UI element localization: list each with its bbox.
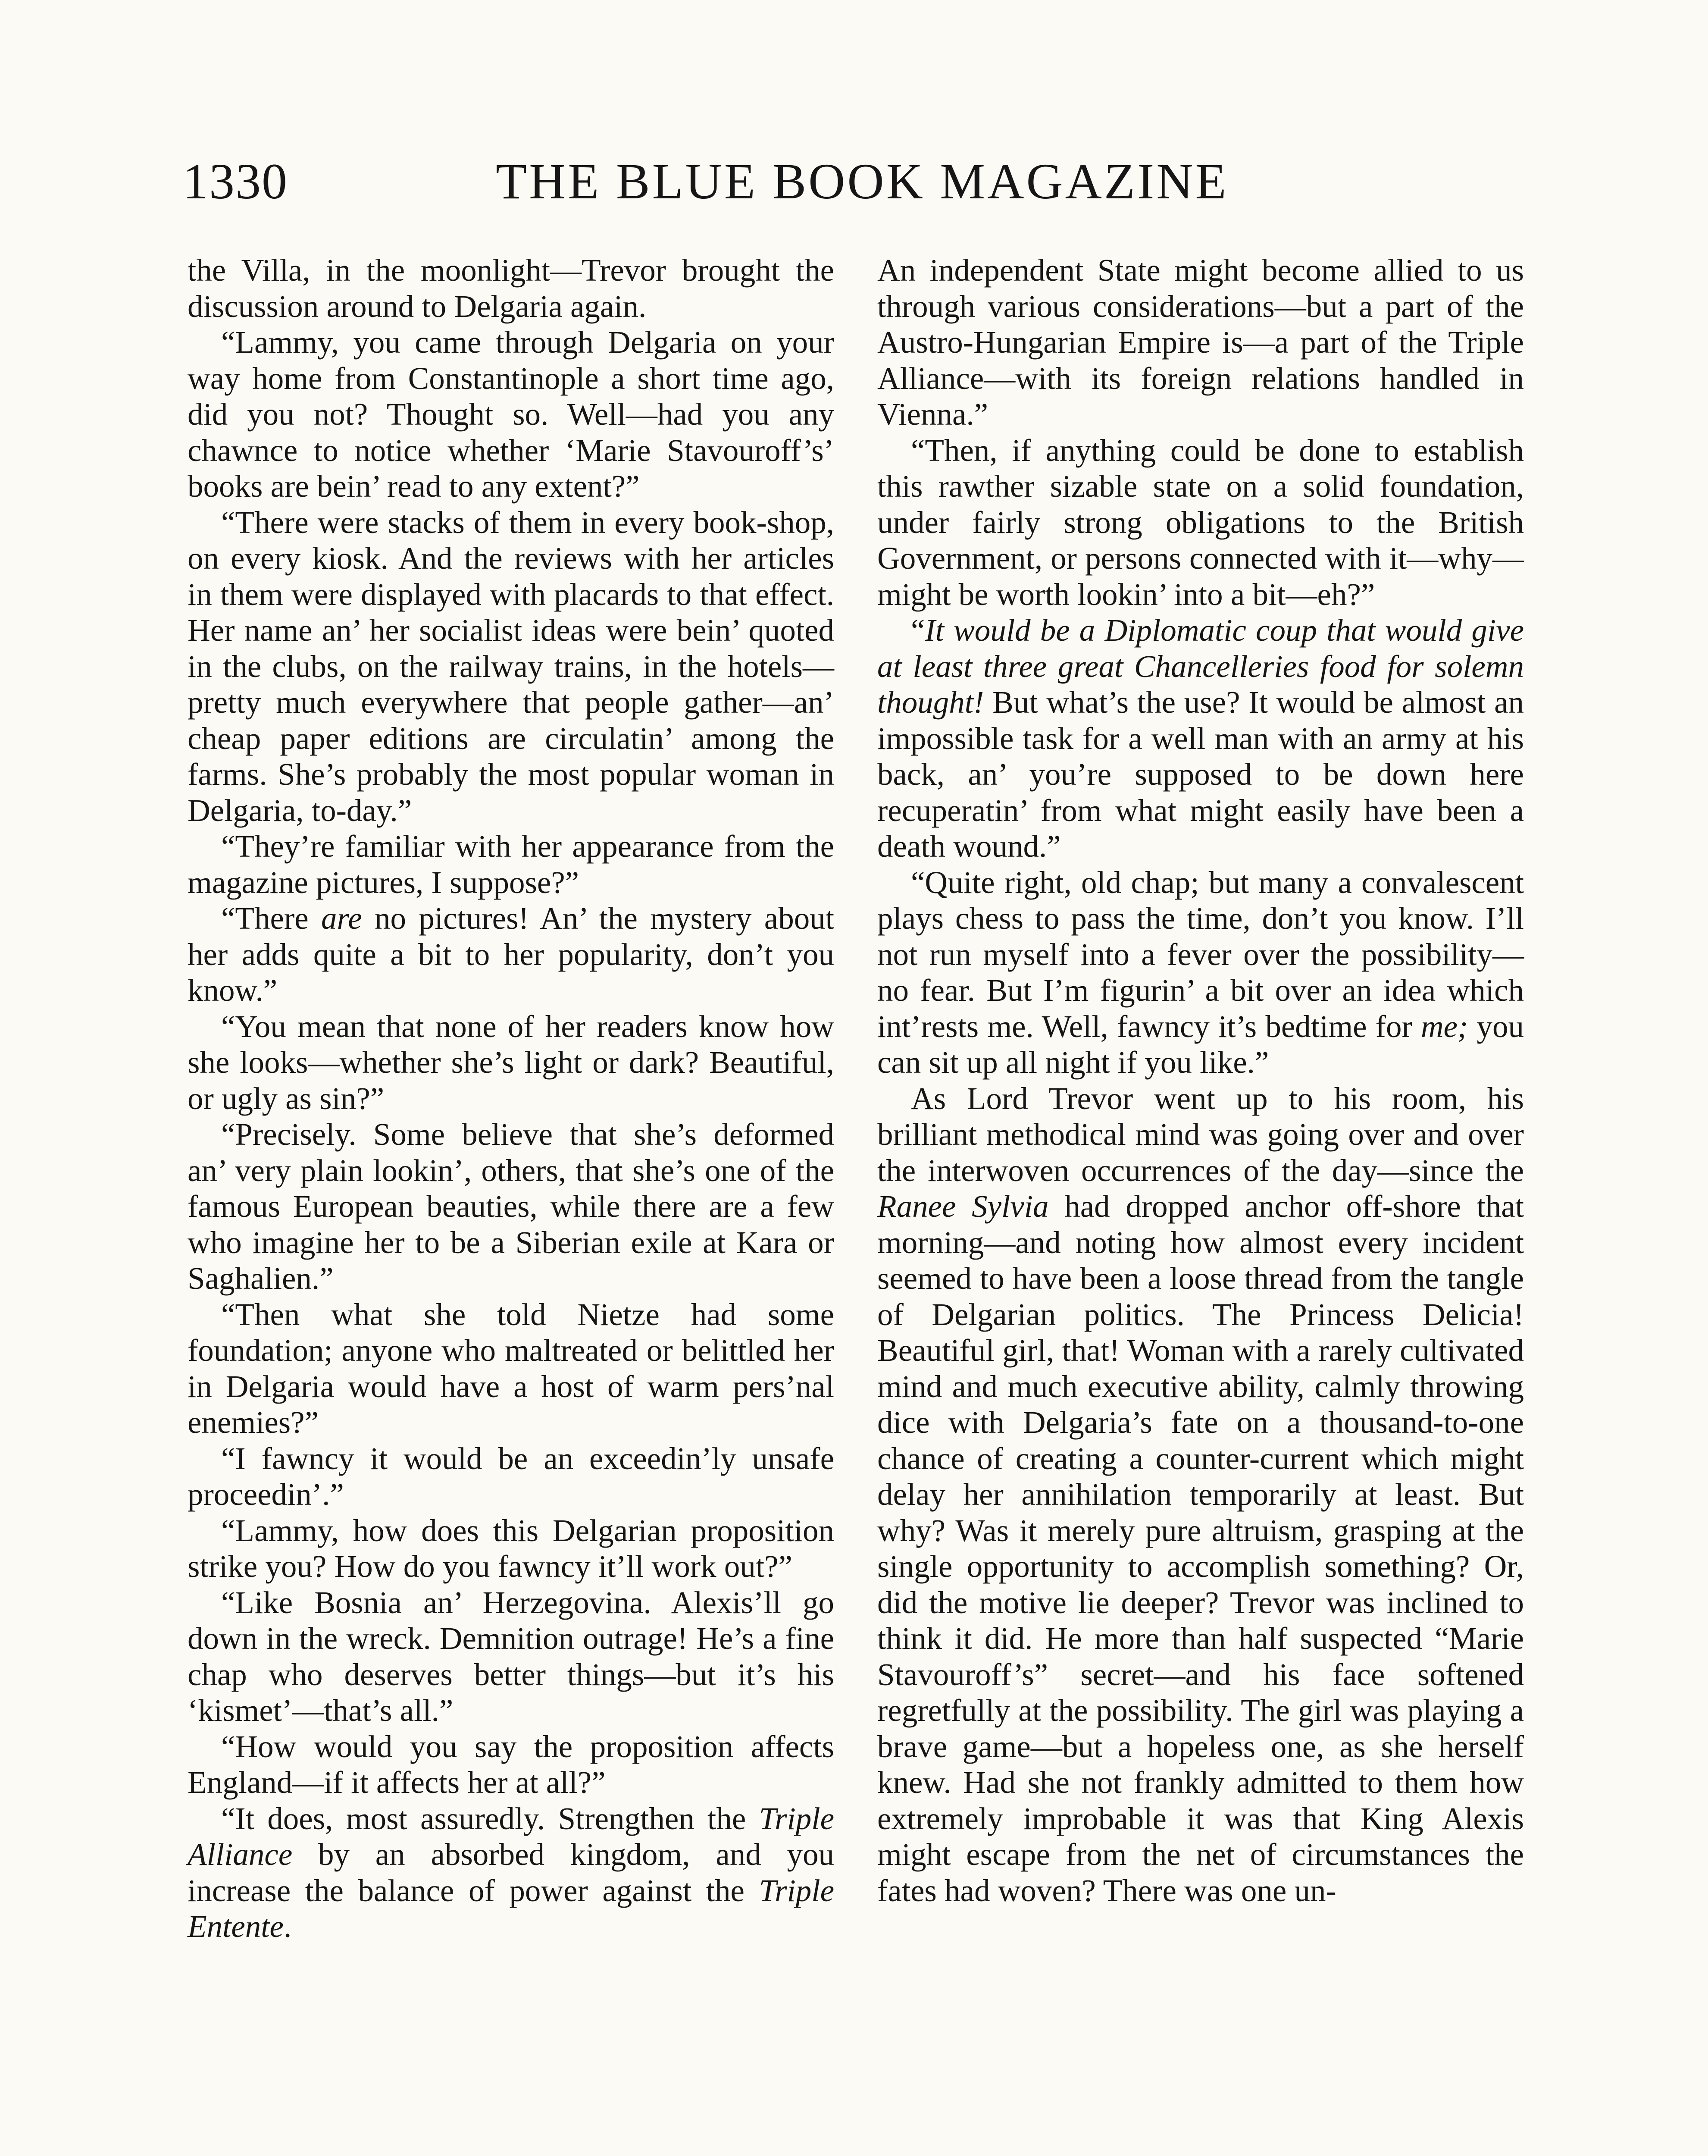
italic-text: are (321, 901, 362, 936)
paragraph: “How would you say the proposition affects England—if it affects her at all?” (188, 1729, 834, 1800)
italic-text: It would be a Diplomatic coup that would give at least three great Chancelleries food for solemn thought! (877, 613, 1524, 720)
paragraph: “Lammy, how does this Delgarian proposition strike you? How do you fawncy it’ll work out?” (188, 1513, 834, 1584)
italic-text: Triple Entente (188, 1873, 834, 1944)
italic-text: Ranee Sylvia (877, 1189, 1049, 1224)
paragraph: “I fawncy it would be an exceedin’ly unsafe proceedin’.” (188, 1441, 834, 1512)
paragraph: “There were stacks of them in every book-shop, on every kiosk. And the reviews with her articles in them were displayed with placards to that effect. Her name an’ her socialist ideas were bein’ quoted in the clubs, on the railway trains, in the hotels—pretty much everywhere that people gather—an’ cheap paper editions are circulatin’ among the farms. She’s probably the most popular woman in Delgaria, to-day.” (188, 505, 834, 828)
page-number: 1330 (183, 153, 288, 210)
right-text-column (877, 252, 1524, 1908)
running-head-title: THE BLUE BOOK MAGAZINE (496, 153, 1229, 210)
paragraph: “They’re familiar with her appearance from the magazine pictures, I suppose?” (188, 829, 834, 900)
paragraph: “It would be a Diplomatic coup that would give at least three great Chancelleries food for solemn thought! But what’s the use? It would be almost an impossible task for a well man with an army at his back, an’ you’re supposed to be down here recuperatin’ from what might easily have been a death wound.” (877, 613, 1524, 864)
paragraph: “There are no pictures! An’ the mystery about her adds quite a bit to her popularity, don’t you know.” (188, 901, 834, 1008)
paragraph: As Lord Trevor went up to his room, his brilliant methodical mind was going over and over the interwoven occurrences of the day—since the Ranee Sylvia had dropped anchor off-shore that morning—and noting how almost every incident seemed to have been a loose thread from the tangle of Delgarian politics. The Princess Delicia! Beautiful girl, that! Woman with a rarely cultivated mind and much executive ability, calmly throwing dice with Delgaria’s fate on a thousand-to-one chance of creating a counter-current which might delay her annihilation temporarily at least. But why? Was it merely pure altruism, grasping at the single opportunity to accomplish something? Or, did the motive lie deeper? Trevor was inclined to think it did. He more than half suspected “Marie Stavouroff’s” secret—and his face softened regretfully at the possibility. The girl was playing a brave game—but a hopeless one, as she herself knew. Had she not frankly admitted to them how extremely improbable it was that King Alexis might escape from the net of circumstances the fates had woven? There was one un- (877, 1081, 1524, 1908)
italic-text: me; (1420, 1009, 1468, 1044)
paragraph: the Villa, in the moonlight—Trevor brought the discussion around to Delgaria again. (188, 253, 834, 324)
paragraph: “Then, if anything could be done to establish this rawther sizable state on a solid foundation, under fairly strong obligations to the British Government, or persons connected with it—why—might be worth lookin’ into a bit—eh?” (877, 432, 1524, 612)
paragraph: An independent State might become allied to us through various considerations—but a part of the Austro-Hungarian Empire is—a part of the Triple Alliance—with its foreign relations handled in Vienna.” (877, 253, 1524, 432)
left-text-column (188, 252, 834, 1945)
paragraph: “Then what she told Nietze had some foundation; anyone who maltreated or belittled her in Delgaria would have a host of warm pers’nal enemies?” (188, 1297, 834, 1440)
paragraph: “Like Bosnia an’ Herzegovina. Alexis’ll go down in the wreck. Demnition outrage! He’s a fine chap who deserves better things—but it’s his ‘kismet’—that’s all.” (188, 1585, 834, 1728)
paragraph: “Precisely. Some believe that she’s deformed an’ very plain lookin’, others, that she’s one of the famous European beauties, while there are a few who imagine her to be a Siberian exile at Kara or Saghalien.” (188, 1117, 834, 1296)
paragraph: “Quite right, old chap; but many a convalescent plays chess to pass the time, don’t you know. I’ll not run myself into a fever over the possibility—no fear. But I’m figurin’ a bit over an idea which int’rests me. Well, fawncy it’s bedtime for me; you can sit up all night if you like.” (877, 865, 1524, 1080)
paragraph: “You mean that none of her readers know how she looks—whether she’s light or dark? Beautiful, or ugly as sin?” (188, 1009, 834, 1116)
italic-text: Triple Alliance (188, 1801, 834, 1872)
paragraph: “Lammy, you came through Delgaria on your way home from Constantinople a short time ago, did you not? Thought so. Well—had you any chawnce to notice whether ‘Marie Stavouroff’s’ books are bein’ read to any extent?” (188, 325, 834, 504)
paragraph: “It does, most assuredly. Strengthen the Triple Alliance by an absorbed kingdom, and you increase the balance of power against the Triple Entente. (188, 1801, 834, 1944)
